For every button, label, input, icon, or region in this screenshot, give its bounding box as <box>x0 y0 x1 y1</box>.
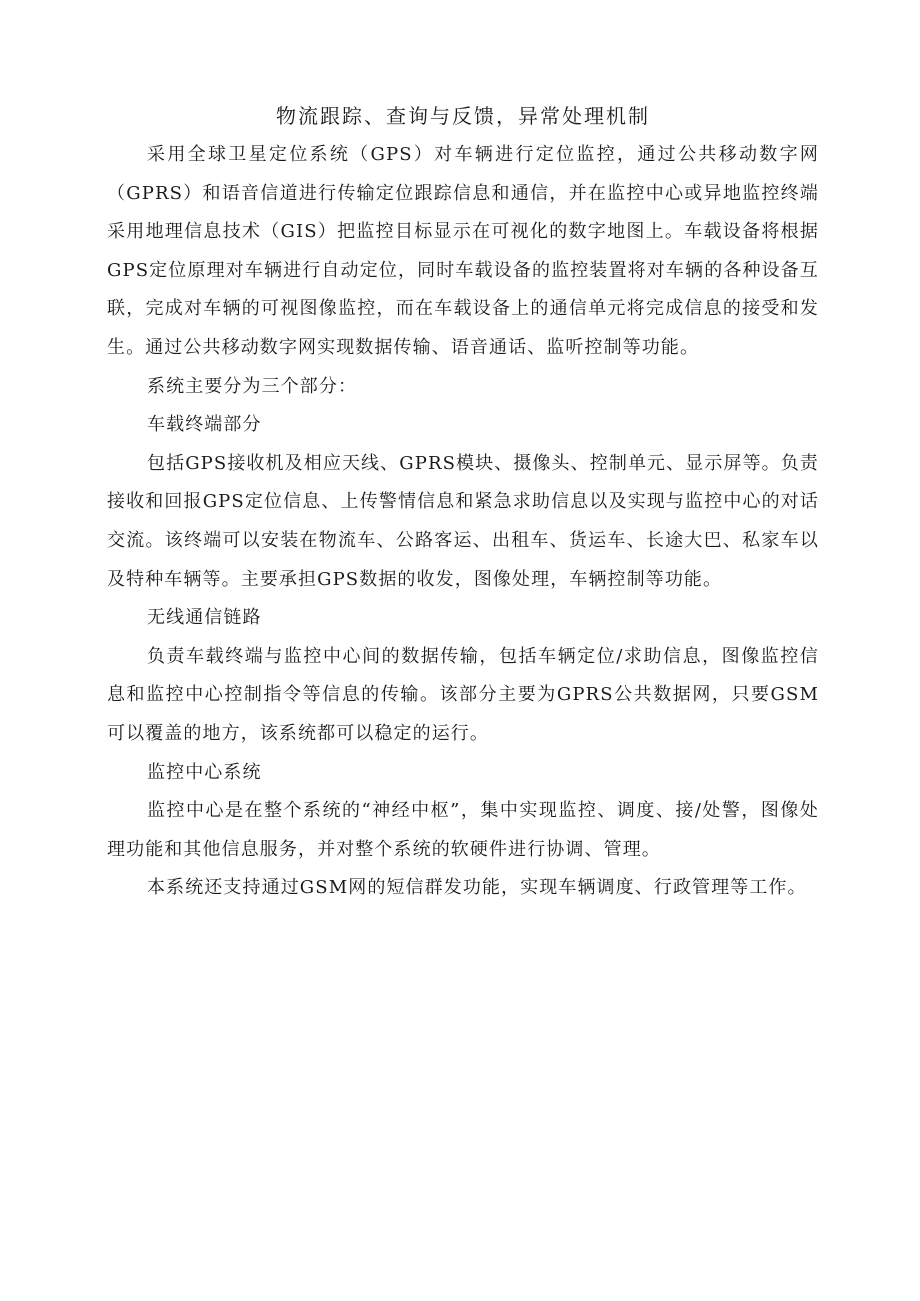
section-heading-monitoring-center: 监控中心系统 <box>147 761 262 783</box>
section-heading-wireless-link: 无线通信链路 <box>147 607 262 629</box>
paragraph-monitoring-center: 监控中心是在整个系统的“神经中枢”，集中实现监控、调度、接/处警，图像处理功能和其他信息服务，并对整个系统的软硬件进行协调、管理。 <box>107 800 819 860</box>
paragraph-intro: 采用全球卫星定位系统（GPS）对车辆进行定位监控，通过公共移动数字网（GPRS）和语音信道进行传输定位跟踪信息和通信，并在监控中心或异地监控终端采用地理信息技术（GIS）把监控目标显示在可视化的数字地图上。车载设备将根据GPS定位原理对车辆进行自动定位，同时车载设备的监控装置将对车辆的各种设备互联，完成对车辆的可视图像监控，而在车载设备上的通信单元将完成信息的接受和发生。通过公共移动数字网实现数据传输、语音通话、监听控制等功能。 <box>107 144 819 358</box>
paragraph-system-parts: 系统主要分为三个部分： <box>147 375 358 397</box>
document-body <box>107 96 819 908</box>
paragraph-sms-feature: 本系统还支持通过GSM网的短信群发功能，实现车辆调度、行政管理等工作。 <box>147 877 807 899</box>
paragraph-vehicle-terminal: 包括GPS接收机及相应天线、GPRS模块、摄像头、控制单元、显示屏等。负责接收和回报GPS定位信息、上传警情信息和紧急求助信息以及实现与监控中心的对话交流。该终端可以安装在物流车、公路客运、出租车、货运车、长途大巴、私家车以及特种车辆等。主要承担GPS数据的收发，图像处理，车辆控制等功能。 <box>107 452 819 590</box>
section-heading-vehicle-terminal: 车载终端部分 <box>147 414 262 436</box>
document-title: 物流跟踪、查询与反馈，异常处理机制 <box>276 104 650 128</box>
paragraph-wireless-link: 负责车载终端与监控中心间的数据传输，包括车辆定位/求助信息，图像监控信息和监控中心控制指令等信息的传输。该部分主要为GPRS公共数据网，只要GSM可以覆盖的地方，该系统都可以稳定的运行。 <box>107 645 819 744</box>
